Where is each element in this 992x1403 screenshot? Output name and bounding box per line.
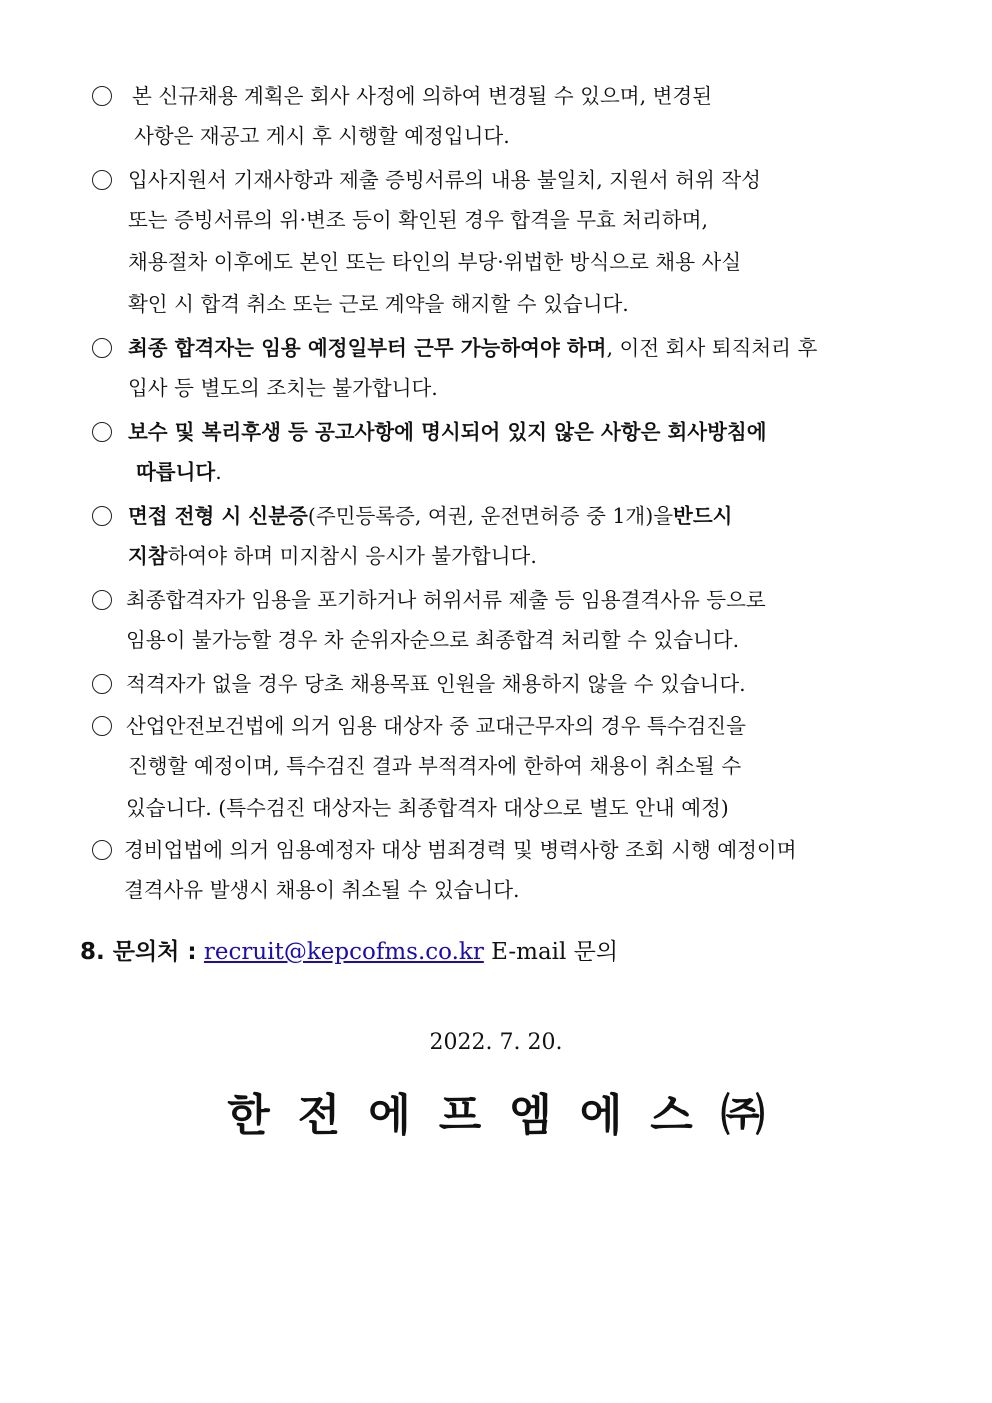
circle-bullet-icon [92,840,112,860]
bold-phrase: 반드시 [673,504,733,528]
circle-bullet-icon [92,716,112,736]
circle-bullet-icon [92,86,112,106]
notice-line [128,334,817,362]
section-title: 8. 문의처 : [80,939,197,965]
bold-phrase: 따릅니다 [136,460,216,484]
circle-bullet-icon [92,422,112,442]
bold-phrase: 면접 전형 시 신분증 [128,504,308,528]
document-date: 2022. 7. 20. [429,1030,563,1055]
plain-phrase: 하여야 하며 미지참시 응시가 불가합니다. [167,544,537,568]
notice-line: 또는 증빙서류의 위·변조 등이 확인된 경우 합격을 무효 처리하며, [128,208,709,232]
notice-line: 진행할 예정이며, 특수검진 결과 부적격자에 한하여 채용이 취소될 수 [128,754,742,778]
notice-line: 채용절차 이후에도 본인 또는 타인의 부당·위법한 방식으로 채용 사실 [128,250,742,274]
email-link[interactable]: recruit@kepcofms.co.kr [203,939,484,965]
circle-bullet-icon [92,338,112,358]
notice-line [136,458,222,486]
notice-line: 결격사유 발생시 채용이 취소될 수 있습니다. [124,878,520,902]
plain-phrase: (주민등록증, 여권, 운전면허증 중 1개)을 [307,504,674,528]
plain-phrase: , 이전 회사 퇴직처리 후 [606,336,818,360]
bold-phrase: 최종 합격자는 임용 예정일부터 근무 가능하여야 하며 [128,336,607,360]
circle-bullet-icon [92,170,112,190]
notice-line: 사항은 재공고 게시 후 시행할 예정입니다. [134,124,510,148]
circle-bullet-icon [92,674,112,694]
notice-line: 적격자가 없을 경우 당초 채용목표 인원을 채용하지 않을 수 있습니다. [126,672,746,696]
notice-line [128,418,767,446]
notice-line: 최종합격자가 임용을 포기하거나 허위서류 제출 등 임용결격사유 등으로 [126,588,766,612]
notice-line: 산업안전보건법에 의거 임용 대상자 중 교대근무자의 경우 특수검진을 [126,714,746,738]
notice-line [128,502,732,530]
notice-line: 입사 등 별도의 조치는 불가합니다. [128,376,438,400]
contact-section [80,936,618,968]
notice-line: 입사지원서 기재사항과 제출 증빙서류의 내용 불일치, 지원서 허위 작성 [128,168,761,192]
contact-suffix: E-mail 문의 [491,939,619,965]
notice-line: 확인 시 합격 취소 또는 근로 계약을 해지할 수 있습니다. [128,292,629,316]
circle-bullet-icon [92,506,112,526]
company-name: 한전에프엠에스㈜ [227,1090,793,1141]
notice-line: 있습니다. (특수검진 대상자는 최종합격자 대상으로 별도 안내 예정) [126,796,729,820]
notice-line: 본 신규채용 계획은 회사 사정에 의하여 변경될 수 있으며, 변경된 [132,84,713,108]
circle-bullet-icon [92,590,112,610]
bold-phrase: 보수 및 복리후생 등 공고사항에 명시되어 있지 않은 사항은 회사방침에 [128,420,767,444]
plain-phrase: . [215,460,222,484]
notice-line: 경비업법에 의거 임용예정자 대상 범죄경력 및 병력사항 조회 시행 예정이며 [124,838,797,862]
notice-line: 임용이 불가능할 경우 차 순위자순으로 최종합격 처리할 수 있습니다. [126,628,740,652]
notice-line [128,542,537,570]
bold-phrase: 지참 [128,544,168,568]
